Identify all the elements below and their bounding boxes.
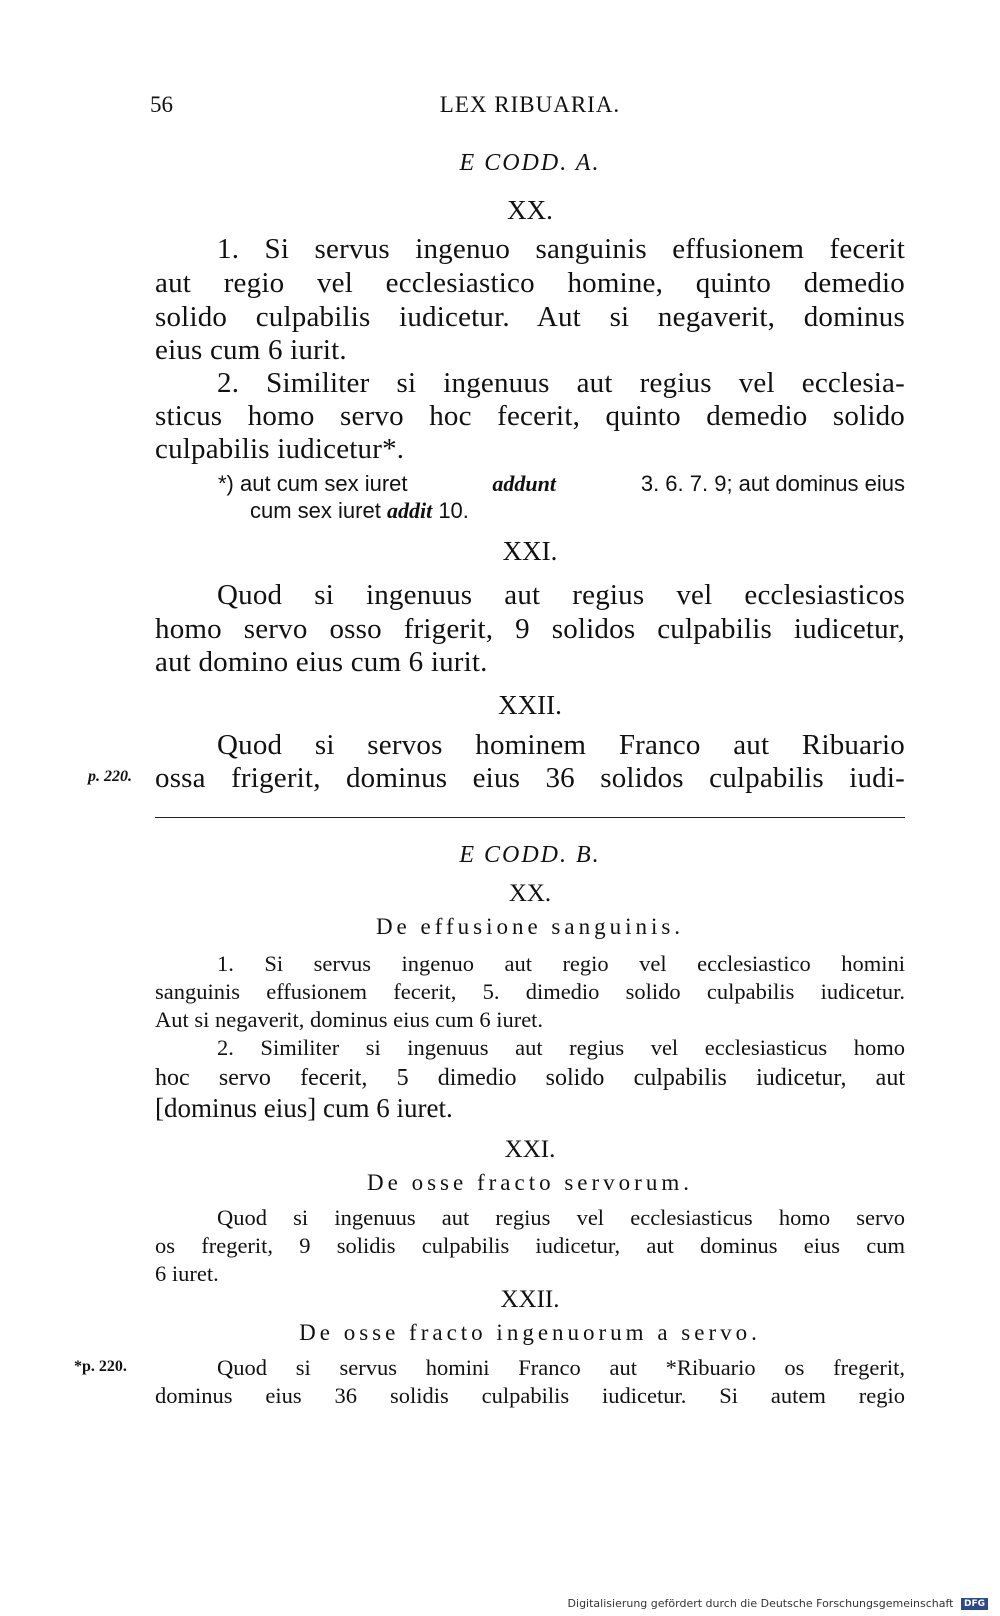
footnote-text: *) aut cum sex iuret xyxy=(218,471,408,496)
page-number: 56 xyxy=(150,92,173,117)
chapter-b-xx-title: De effusione sanguinis. xyxy=(375,914,685,939)
chapter-b-xx-number: XX. xyxy=(508,880,552,907)
margin-note-b: *p. 220. xyxy=(74,1358,127,1375)
chapter-a-xx-line: eius cum 6 iurit. xyxy=(155,334,347,366)
footnote-a-line-1 xyxy=(218,470,905,498)
footnote-a-line-2 xyxy=(250,497,469,525)
chapter-a-xxi-line: aut domino eius cum 6 iurit. xyxy=(155,646,488,678)
chapter-b-xxii-line: dominus eius 36 solidis culpabilis iudicetur. Si autem regio xyxy=(155,1383,905,1408)
chapter-a-xxii-line: Quod si servos hominem Franco aut Ribuario xyxy=(217,729,905,761)
footnote-text: 10. xyxy=(438,498,469,523)
chapter-a-xxii-line: ossa frigerit, dominus eius 36 solidos culpabilis iudi- xyxy=(155,762,905,794)
chapter-a-xx-line: culpabilis iudicetur*. xyxy=(155,433,405,465)
chapter-b-xx-line: 1. Si servus ingenuo aut regio vel ecclesiastico homini xyxy=(217,951,905,976)
margin-note-a: p. 220. xyxy=(88,768,132,785)
footnote-italic: addit xyxy=(386,498,433,523)
chapter-b-xx-line: [dominus eius] cum 6 iuret. xyxy=(155,1093,453,1123)
chapter-b-xxii-number: XXII. xyxy=(500,1286,560,1313)
chapter-b-xxii-line: Quod si servus homini Franco aut *Ribuario os fregerit, xyxy=(217,1355,905,1380)
chapter-b-xx-line: Aut si negaverit, dominus eius cum 6 iuret. xyxy=(155,1007,544,1032)
chapter-b-xxi-title: De osse fracto servorum. xyxy=(367,1170,693,1195)
chapter-a-xx-number: XX. xyxy=(507,195,553,225)
chapter-a-xx-line: solido culpabilis iudicetur. Aut si negaverit, dominus xyxy=(155,301,905,333)
chapter-b-xxi-line: Quod si ingenuus aut regius vel ecclesiasticus homo servo xyxy=(217,1205,905,1230)
chapter-b-xxii-title: De osse fracto ingenuorum a servo. xyxy=(299,1320,761,1345)
footnote-text: 3. 6. 7. 9; aut dominus eius xyxy=(640,471,905,496)
codex-b-label: E CODD. B. xyxy=(459,842,601,868)
chapter-a-xxi-line: Quod si ingenuus aut regius vel ecclesiasticos xyxy=(217,579,905,611)
footnote-italic: addunt xyxy=(492,471,556,496)
chapter-a-xx-line: sticus homo servo hoc fecerit, quinto demedio solido xyxy=(155,400,905,432)
chapter-a-xxi-line: homo servo osso frigerit, 9 solidos culpabilis iudicetur, xyxy=(155,613,905,645)
chapter-a-xx-line: 2. Similiter si ingenuus aut regius vel ecclesia- xyxy=(217,367,905,399)
chapter-b-xxi-line: 6 iuret. xyxy=(155,1261,219,1286)
chapter-b-xxi-line: os fregerit, 9 solidis culpabilis iudicetur, aut dominus eius cum xyxy=(155,1233,905,1258)
chapter-a-xx-line: 1. Si servus ingenuo sanguinis effusionem fecerit xyxy=(217,233,905,265)
credit-text: Digitalisierung gefördert durch die Deutsche Forschungsgemeinschaft xyxy=(567,1597,954,1610)
chapter-b-xx-line: sanguinis effusionem fecerit, 5. dimedio solido culpabilis iudicetur. xyxy=(155,979,905,1004)
chapter-a-xxii-number: XXII. xyxy=(498,690,562,720)
chapter-b-xx-line: hoc servo fecerit, 5 dimedio solido culpabilis iudicetur, aut xyxy=(155,1065,905,1091)
chapter-b-xxi-number: XXI. xyxy=(504,1136,556,1163)
footnote-text: cum sex iuret xyxy=(250,498,381,523)
section-divider xyxy=(155,817,905,818)
running-title: LEX RIBUARIA. xyxy=(439,92,621,117)
digitization-credit xyxy=(568,1597,988,1610)
chapter-b-xx-line: 2. Similiter si ingenuus aut regius vel ecclesiasticus homo xyxy=(217,1035,905,1060)
chapter-a-xx-line: aut regio vel ecclesiastico homine, quinto demedio xyxy=(155,267,905,299)
codex-a-label: E CODD. A. xyxy=(459,150,601,176)
dfg-logo: DFG xyxy=(961,1598,988,1610)
chapter-a-xxi-number: XXI. xyxy=(502,536,558,566)
